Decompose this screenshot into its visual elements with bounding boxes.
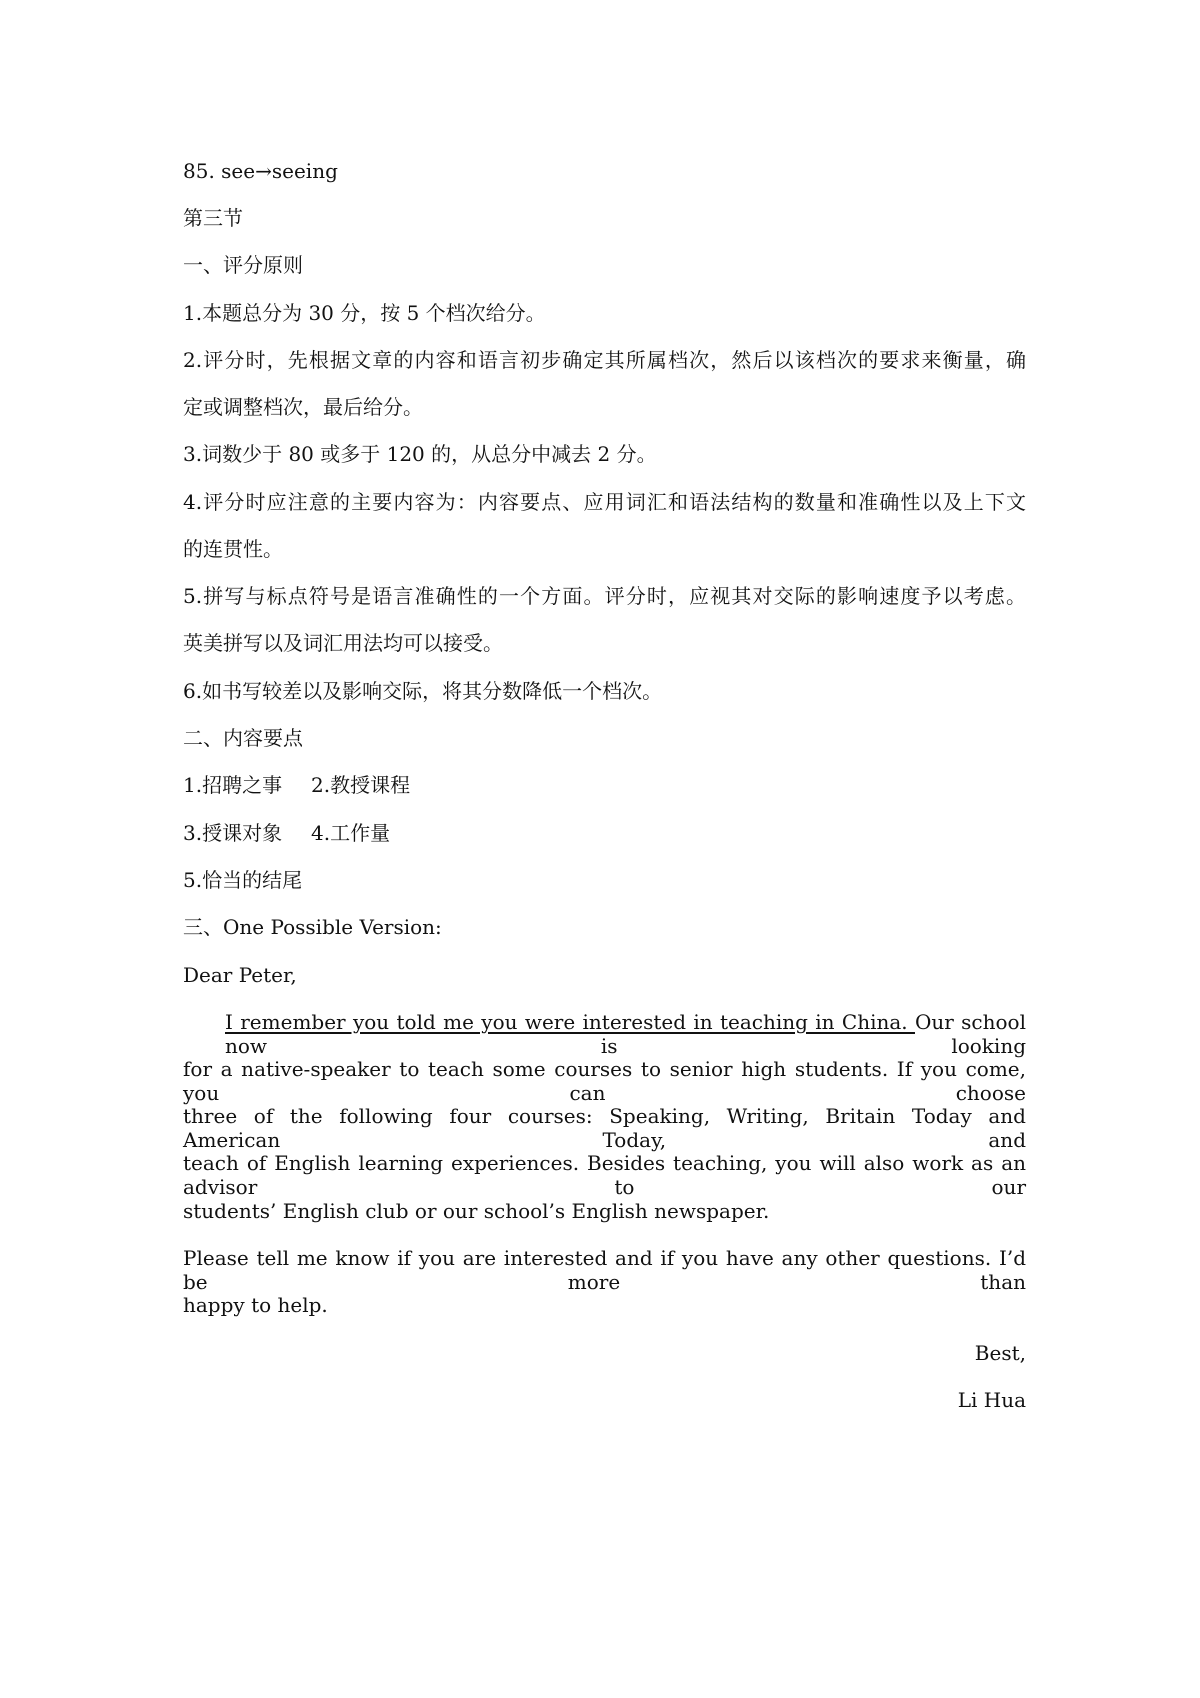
- part1-title: 一、评分原则: [183, 253, 303, 277]
- letter-line-1: [225, 1010, 1026, 1058]
- underlined-sentence: I remember you told me you were interested in teaching in China.: [225, 1010, 915, 1034]
- letter-signature: Li Hua: [957, 1388, 1026, 1412]
- rule-5-line-2: 英美拼写以及词汇用法均可以接受。: [183, 631, 503, 655]
- letter-line-4: teach of English learning experiences. Besides teaching, you will also work as an advisor to our: [183, 1151, 1026, 1199]
- points-row-1: [183, 773, 1026, 797]
- rule-4-line-2: 的连贯性。: [183, 537, 283, 561]
- letter-line-1-rest: Our school now is looking: [225, 1010, 1026, 1058]
- point-3: 3.授课对象: [183, 821, 283, 845]
- rule-2-line-2: 定或调整档次，最后给分。: [183, 395, 423, 419]
- section-title: 第三节: [183, 206, 243, 230]
- letter-salutation: Dear Peter,: [183, 963, 297, 987]
- letter-line-2: for a native-speaker to teach some courses to senior high students. If you come, you can choose: [183, 1057, 1026, 1105]
- letter-line-3: three of the following four courses: Speaking, Writing, Britain Today and American Today, and: [183, 1104, 1026, 1152]
- point-4: 4.工作量: [311, 821, 391, 845]
- rule-6: 6.如书写较差以及影响交际，将其分数降低一个档次。: [183, 679, 663, 703]
- letter-closing: Best,: [974, 1341, 1026, 1365]
- letter-line-6: Please tell me know if you are interested and if you have any other questions. I’d be more than: [183, 1246, 1026, 1294]
- part2-title: 二、内容要点: [183, 726, 303, 750]
- points-row-2: [183, 821, 1026, 845]
- rule-4-line-1: 4.评分时应注意的主要内容为：内容要点、应用词汇和语法结构的数量和准确性以及上下文: [183, 490, 1026, 514]
- letter-line-5: students’ English club or our school’s English newspaper.: [183, 1199, 770, 1223]
- point-5: 5.恰当的结尾: [183, 868, 303, 892]
- rule-5-line-1: 5.拼写与标点符号是语言准确性的一个方面。评分时，应视其对交际的影响速度予以考虑。: [183, 584, 1026, 608]
- part3-title: 三、One Possible Version:: [183, 915, 442, 939]
- rule-3: 3.词数少于 80 或多于 120 的，从总分中减去 2 分。: [183, 442, 657, 466]
- point-1: 1.招聘之事: [183, 773, 283, 797]
- rule-2-line-1: 2.评分时，先根据文章的内容和语言初步确定其所属档次，然后以该档次的要求来衡量，确: [183, 348, 1026, 372]
- rule-1: 1.本题总分为 30 分，按 5 个档次给分。: [183, 301, 546, 325]
- answer-85: 85. see→seeing: [183, 159, 338, 183]
- point-2: 2.教授课程: [311, 773, 411, 797]
- letter-line-7: happy to help.: [183, 1293, 328, 1317]
